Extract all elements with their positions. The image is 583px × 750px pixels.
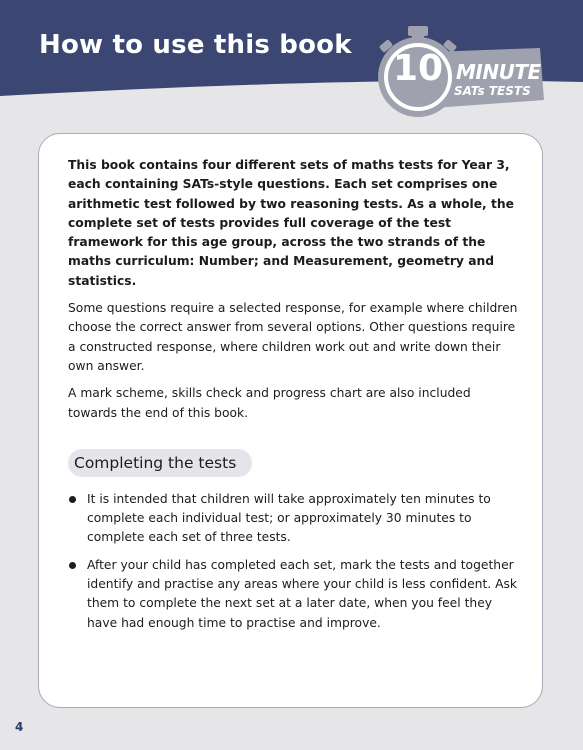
content-card (38, 133, 543, 708)
intro-paragraph: This book contains four different sets of maths tests for Year 3, each containing SATs-style questions. Each set comprises one arithmetic test followed by two reasoning tests. As a whole, the complete set of tests provides full coverage of the test framework for this age group, across the two strands of the maths curriculum: Number; and Measurement, geometry and statistics. (68, 158, 514, 288)
section-heading: Completing the tests (68, 449, 252, 477)
list-item (68, 556, 520, 633)
body-paragraph: A mark scheme, skills check and progress chart are also included towards the end of this book. (68, 386, 471, 420)
logo-word-minute: MINUTE (456, 60, 541, 84)
page-number: 4 (15, 720, 24, 734)
page-title: How to use this book (39, 30, 352, 60)
logo-number: 10 (392, 48, 444, 89)
logo-word-sats-tests: SATs TESTS (454, 84, 531, 98)
card-content (68, 156, 520, 641)
list-item-text: After your child has completed each set, mark the tests and together identify and practise any areas where your child is less confident. Ask them to complete the next set at a later date, when you feel they have had enough time to practise and improve. (87, 557, 518, 630)
ten-minute-sats-tests-logo (372, 22, 547, 126)
bullet-icon (69, 496, 76, 503)
list-item-text: It is intended that children will take approximately ten minutes to complete each individual test; or approximately 30 minutes to complete each set of three tests. (87, 491, 491, 545)
bullet-list (68, 490, 520, 633)
bullet-icon (69, 562, 76, 569)
body-paragraph: Some questions require a selected response, for example where children choose the correct answer from several options. Other questions require a constructed response, where children work out and write down their own answer. (68, 301, 518, 373)
list-item (68, 490, 520, 548)
